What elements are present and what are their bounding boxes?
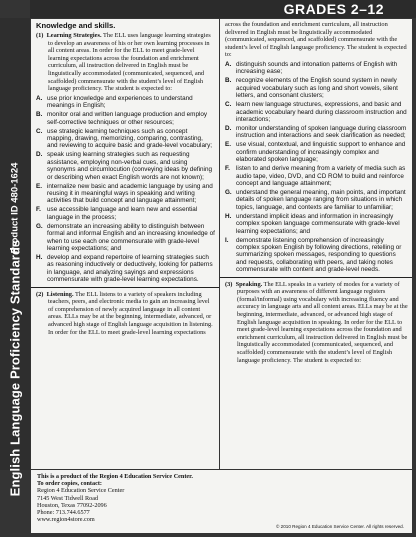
list-item bbox=[225, 125, 408, 140]
item-letter: D. bbox=[36, 151, 43, 159]
product-line: This is a product of the Region 4 Education Service Center. bbox=[37, 473, 193, 480]
list-item bbox=[225, 61, 408, 76]
item-letter: H. bbox=[36, 254, 43, 262]
item-text: recognize elements of the English sound system in newly acquired vocabulary such as long and short vowels, silent letters, and consonant clusters; bbox=[236, 77, 398, 100]
paragraph-listening bbox=[36, 291, 215, 337]
divider bbox=[220, 277, 412, 278]
item-letter: B. bbox=[36, 111, 43, 119]
paragraph-body: The ELL uses language learning strategies to develop an awareness of his or her own learning processes in all content areas. In order for the ELL to meet grade-level learning expectations across the foundation and enrichment curriculum, all instruction delivered in English must be linguistically accommodated (communicated, sequenced, and scaffolded) commensurate with the student’s level of English language proficiency. The student is expected to: bbox=[48, 32, 211, 93]
item-letter: F. bbox=[225, 165, 230, 173]
list-item bbox=[36, 206, 215, 221]
list-item bbox=[36, 111, 215, 126]
item-letter: I. bbox=[225, 236, 229, 244]
list-item bbox=[36, 95, 215, 110]
item-letter: A. bbox=[225, 60, 232, 68]
item-letter: C. bbox=[36, 127, 43, 135]
left-column bbox=[31, 19, 219, 469]
item-letter: A. bbox=[36, 94, 43, 102]
item-letter: H. bbox=[225, 212, 232, 220]
item-letter: B. bbox=[225, 77, 232, 85]
paragraph-number: (3) bbox=[225, 280, 233, 288]
paragraph-speaking bbox=[225, 281, 408, 365]
list-item bbox=[225, 237, 408, 274]
copyright: © 2010 Region 4 Education Service Center. All rights reserved. bbox=[276, 524, 404, 529]
item-letter: G. bbox=[36, 222, 43, 230]
item-text: monitor understanding of spoken language during classroom instruction and interactions and seek clarification as needed; bbox=[236, 125, 407, 140]
list-item bbox=[36, 128, 215, 150]
item-text: demonstrate an increasing ability to distinguish between formal and informal English and an increasing knowledge of when to use each one commensurate with grade-level learning expectations; and bbox=[47, 222, 215, 253]
side-title: English Language Proficiency Standards bbox=[7, 239, 23, 497]
item-text: internalize new basic and academic language by using and reusing it in meaningful ways in speaking and writing activities that build concept and language attainment; bbox=[47, 182, 213, 205]
list-item bbox=[225, 77, 408, 99]
item-text: monitor oral and written language production and employ self-corrective techniques or other resources; bbox=[47, 111, 208, 126]
paragraph-learning-strategies bbox=[36, 32, 215, 93]
item-text: use visual, contextual, and linguistic support to enhance and confirm understanding of increasingly complex and elaborated spoken language; bbox=[236, 141, 406, 164]
list-item bbox=[36, 183, 215, 205]
paragraph-body: The ELL listens to a variety of speakers including teachers, peers, and electronic media to gain an increasing level of comprehension of newly acquired language in all content areas. ELLs may be at the beginning, intermediate, advanced, or advanced high stage of English language acquisition in listening. In order for the ELL to meet grade-level learning expectations bbox=[48, 290, 213, 336]
city-address: Houston, Texas 77092-2096 bbox=[37, 501, 107, 509]
item-text: understand implicit ideas and information in increasingly complex spoken language commensurate with grade-level learning expectations; and bbox=[236, 212, 400, 235]
paragraph-title: Learning Strategies. bbox=[46, 32, 102, 39]
list-item bbox=[225, 101, 408, 123]
item-text: speak using learning strategies such as requesting assistance, employing non-verbal cues, and using synonyms and circumlocution (conveying ideas by defining or describing when exact English words are not known); bbox=[47, 151, 213, 181]
item-text: distinguish sounds and intonation patterns of English with increasing ease; bbox=[236, 60, 398, 76]
phone-number: Phone: 713.744.6577 bbox=[37, 509, 90, 517]
footer-panel bbox=[31, 470, 412, 533]
side-band bbox=[0, 18, 30, 497]
copies-line: To order copies, contact: bbox=[37, 480, 102, 488]
list-item bbox=[225, 141, 408, 163]
street-address: 7145 West Tidwell Road bbox=[37, 494, 99, 502]
list-item bbox=[225, 189, 408, 211]
list-item bbox=[225, 165, 408, 187]
item-text: learn new language structures, expressions, and basic and academic vocabulary heard during classroom instruction and interactions; bbox=[236, 101, 407, 123]
item-letter: G. bbox=[225, 189, 232, 197]
paragraph-number: (2) bbox=[36, 290, 44, 298]
item-text: use prior knowledge and experiences to understand meanings in English; bbox=[47, 94, 193, 110]
item-text: use strategic learning techniques such as concept mapping, drawing, memorizing, comparing, contrasting, and reviewing to acquire basic and grade-level vocabulary; bbox=[47, 127, 213, 150]
list-item bbox=[225, 213, 408, 235]
item-letter: E. bbox=[36, 182, 42, 190]
item-letter: E. bbox=[225, 141, 231, 149]
item-text: demonstrate listening comprehension of increasingly complex spoken English by following directions, retelling or summarizing spoken messages, responding to questions and requests, collaborating with peers, and taking notes commensurate with content and grade-level needs. bbox=[236, 236, 402, 274]
grades-title: GRADES 2–12 bbox=[283, 1, 384, 17]
item-text: listen to and derive meaning from a variety of media such as audio tape, video, DVD, and CD ROM to build and reinforce concept and language attainment; bbox=[236, 165, 406, 188]
website-link[interactable]: www.region4store.com bbox=[37, 516, 95, 524]
org-name: Region 4 Education Service Center bbox=[37, 487, 125, 495]
divider bbox=[31, 287, 219, 288]
item-letter: F. bbox=[36, 206, 41, 214]
item-text: understand the general meaning, main points, and important details of spoken language ranging from situations in which topics, language, and contexts are familiar to unfamiliar; bbox=[236, 189, 406, 211]
section-heading: Knowledge and skills. bbox=[36, 21, 116, 30]
right-column bbox=[220, 19, 412, 469]
list-item bbox=[36, 223, 215, 253]
paragraph-title: Listening. bbox=[46, 290, 74, 298]
item-letter: C. bbox=[225, 101, 232, 109]
product-id: Product ID 480-1624 bbox=[9, 162, 21, 254]
item-text: use accessible language and learn new and essential language in the process; bbox=[47, 206, 198, 221]
paragraph-continued: across the foundation and enrichment curriculum, all instruction delivered in English must be linguistically accommodated (communicated, sequenced, and scaffolded) commensurate with the student’s level of English language proficiency. The student is expected to: bbox=[225, 21, 407, 59]
list-item bbox=[36, 254, 215, 284]
list-item bbox=[36, 151, 215, 181]
paragraph-number: (1) bbox=[36, 32, 44, 39]
item-letter: D. bbox=[225, 125, 232, 132]
paragraph-body: The ELL speaks in a variety of modes for a variety of purposes with an awareness of different language registers (formal/informal) using vocabulary with increasing fluency and accuracy in language arts and all content areas. ELLs may be at the beginning, intermediate, advanced, or advanced high stage of English language acquisition in speaking. In order for the ELL to meet grade-level learning expectations across the foundation and enrichment curriculum, all instruction delivered in English must be linguistically accommodated (communicated, sequenced, and scaffolded) commensurate with the student’s level of English language proficiency. The student is expected to: bbox=[237, 280, 408, 364]
item-text: develop and expand repertoire of learning strategies such as reasoning inductively or deductively, looking for patterns in language, and analyzing sayings and expressions commensurate with grade-level learning expectations. bbox=[47, 254, 213, 284]
paragraph-title: Speaking. bbox=[235, 280, 263, 288]
header-bar bbox=[30, 0, 416, 18]
